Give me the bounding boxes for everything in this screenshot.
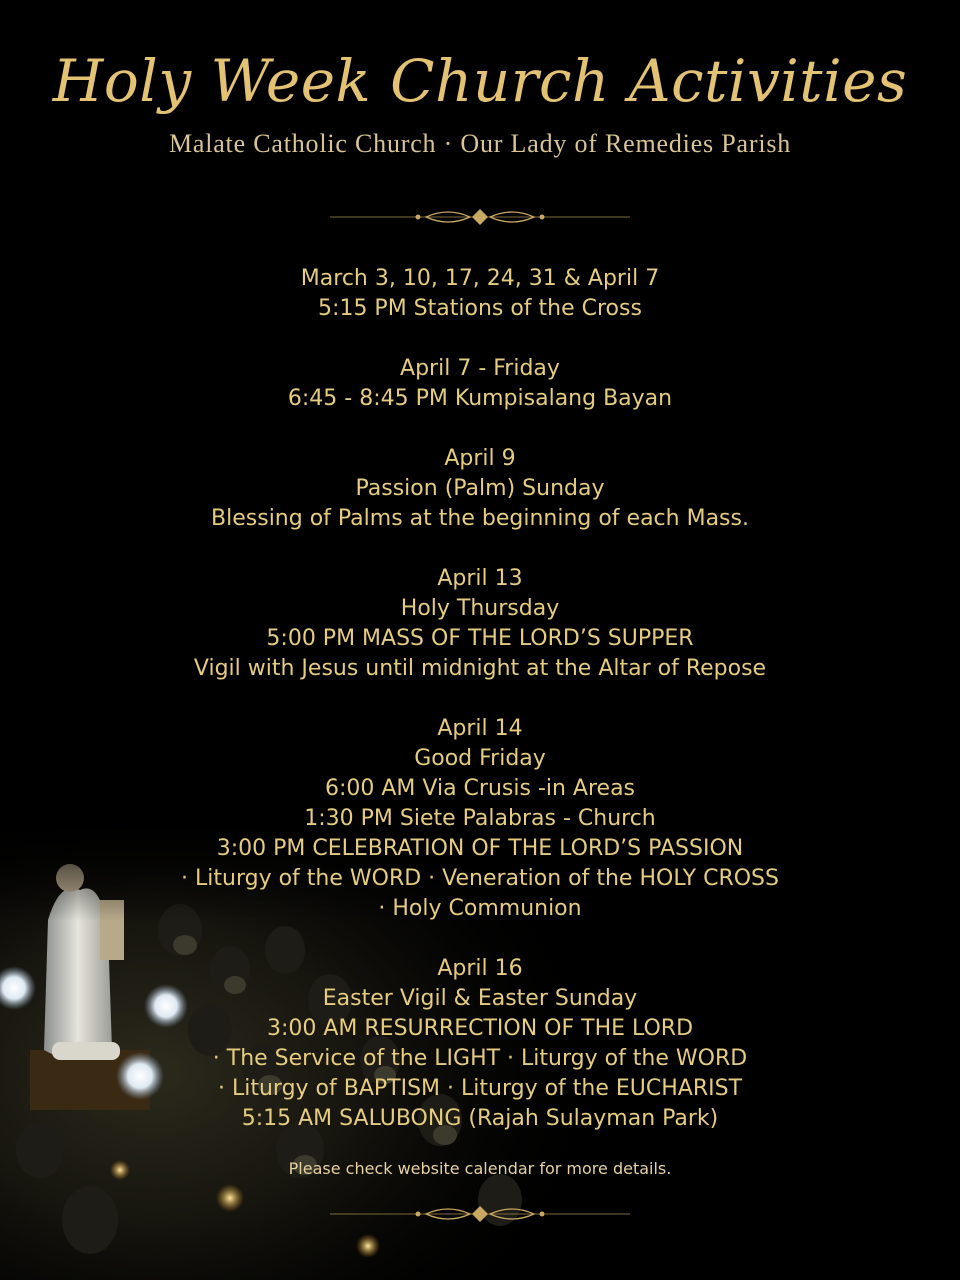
event-block	[0, 264, 960, 324]
event-detail: Easter Vigil & Easter Sunday	[322, 986, 638, 1011]
event-detail: · Holy Communion	[378, 896, 582, 921]
event-date: April 9	[444, 446, 516, 471]
event-detail: 5:15 PM Stations of the Cross	[318, 296, 642, 321]
event-detail: · The Service of the LIGHT · Liturgy of the WORD	[212, 1046, 748, 1071]
event-date: March 3, 10, 17, 24, 31 & April 7	[300, 266, 660, 291]
event-detail: 3:00 AM RESURRECTION OF THE LORD	[266, 1016, 694, 1041]
event-detail: 6:00 AM Via Crusis -in Areas	[324, 776, 636, 801]
event-date: April 7 - Friday	[400, 356, 560, 381]
event-detail: Passion (Palm) Sunday	[355, 476, 605, 501]
event-block	[0, 354, 960, 414]
footer-note: Please check website calendar for more details.	[288, 1159, 672, 1178]
event-detail: · Liturgy of the WORD · Veneration of the HOLY CROSS	[181, 866, 779, 891]
event-schedule	[0, 264, 960, 1164]
event-detail: 5:15 AM SALUBONG (Rajah Sulayman Park)	[241, 1106, 719, 1131]
event-detail: · Liturgy of BAPTISM · Liturgy of the EUCHARIST	[217, 1076, 743, 1101]
event-detail: 5:00 PM MASS OF THE LORD’S SUPPER	[266, 626, 694, 651]
page-title: Holy Week Church Activities	[52, 47, 908, 115]
event-date: April 16	[437, 956, 523, 981]
page-subtitle: Malate Catholic Church · Our Lady of Remedies Parish	[168, 129, 792, 158]
event-detail: Holy Thursday	[400, 596, 560, 621]
event-detail: 1:30 PM Siete Palabras - Church	[304, 806, 656, 831]
event-detail: Vigil with Jesus until midnight at the Altar of Repose	[193, 656, 767, 681]
event-block	[0, 954, 960, 1134]
event-block	[0, 444, 960, 534]
event-detail: 3:00 PM CELEBRATION OF THE LORD’S PASSION	[216, 836, 744, 861]
event-date: April 13	[437, 566, 523, 591]
ornamental-divider-icon	[330, 207, 630, 227]
event-detail: Good Friday	[414, 746, 546, 771]
event-detail: 6:45 - 8:45 PM Kumpisalang Bayan	[287, 386, 673, 411]
event-block	[0, 714, 960, 924]
event-date: April 14	[437, 716, 523, 741]
event-block	[0, 564, 960, 684]
ornamental-divider-icon	[330, 1204, 630, 1224]
event-detail: Blessing of Palms at the beginning of each Mass.	[211, 506, 749, 531]
